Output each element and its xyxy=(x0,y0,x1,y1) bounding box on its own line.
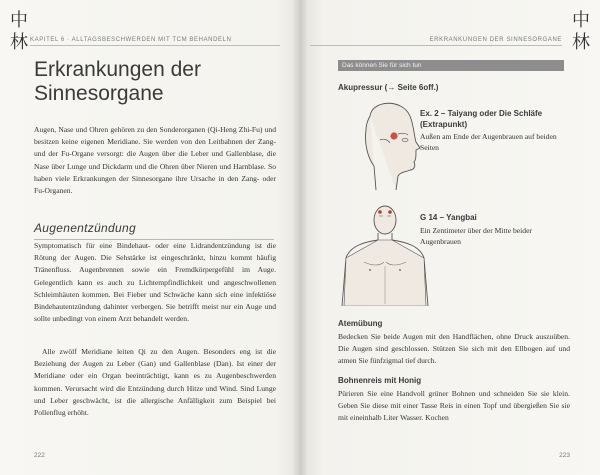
torso-front-illustration xyxy=(340,200,430,306)
breathing-text: Bedecken Sie beide Augen mit den Handflächen, ohne Druck auszuüben. Die Augen sind geschlossen. Stützen Sie sich mit den Ellbogen auf und atmen Sie fünfzigmal tief durch. xyxy=(338,332,570,366)
symptom-paragraph: Symptomatisch für eine Bindehaut- oder eine Lidrandentzündung ist die Rötung der Augen. Die Sehstärke ist eingeschränkt, hinzu kommt häufig Tränenfluss. Augenbrennen sowie ein Fremdkörpergefühl im Auge. Gelegentlich kann es auch zu Lichtempfindlichkeit und angeschwollenen Schleimhäuten kommen. Bei Fieber und Schwäche kann sich eine infektiöse Bindehautentzündung dahinter verbergen. Sie betrifft meist nur ein Auge und sollte unbedingt von einem Arzt behandelt werden. xyxy=(34,241,276,324)
acupoint-1-description: Außen am Ende der Augenbrauen auf beiden Seiten xyxy=(420,132,557,152)
running-head: KAPITEL 6 · ALLTAGSBESCHWERDEN MIT TCM BEHANDELN xyxy=(30,34,280,46)
yangbai-point-left-marker xyxy=(378,210,382,214)
taiyang-point-marker xyxy=(390,132,397,139)
running-head: ERKRANKUNGEN DER SINNESORGANE xyxy=(310,34,562,46)
page-number: 222 xyxy=(34,452,45,459)
section-title: Augenentzündung xyxy=(34,221,274,240)
yangbai-point-right-marker xyxy=(388,210,392,214)
acupoint-2-description: Ein Zentimeter über der Mitte beider Augenbrauen xyxy=(420,226,532,246)
meridian-paragraph: Alle zwölf Meridiane leiten Qi zu den Augen. Besonders eng ist die Beziehung der Augen zu Leber (Gan) und Gallenblase (Dan). Ist einer der Meridiane oder ein Organ beeinträchtigt, kann es zu Augenbeschwerden kommen. Verursacht wird die Entzündung durch Hitze und Wind. Sind Lunge und Leber geschwächt, ist die allergische Anfälligkeit zum Beispiel bei Pollenflug erhöht. xyxy=(34,347,276,418)
section-band: Das können Sie für sich tun xyxy=(338,60,564,71)
right-page xyxy=(300,0,600,475)
chapter-title: Erkrankungen der Sinnesorgane xyxy=(34,58,201,105)
recipe-heading: Bohnenreis mit Honig xyxy=(338,376,422,385)
recipe-text: Pürieren Sie eine Handvoll grüner Bohnen und schneiden Sie sie klein. Geben Sie diese mit einer Tasse Reis in einen Topf und übergießen Sie sie mit eineinhalb Liter Wasser. Kochen xyxy=(338,389,570,423)
chinese-logo-icon: 中林 xyxy=(572,10,590,53)
head-profile-illustration xyxy=(350,96,422,194)
acupoint-2-title: G 14 – Yangbai xyxy=(420,213,477,222)
page-number: 223 xyxy=(559,452,570,459)
chinese-logo-icon: 中林 xyxy=(10,10,28,53)
intro-paragraph: Augen, Nase und Ohren gehören zu den Sonderorganen (Qi-Heng Zhi-Fu) und besitzen keine eigenen Meridiane. Sie werden von den Leitbahnen der Zang- und der Fu-Organe versorgt: die Augen über die Leber und Gallenblase, die Nase über Lunge und Dickdarm und die Ohren über Nieren und Harnblase. So haben viele Erkrankungen der Sinnesorgane ihre Ursache in den Zang- oder Fu-Organen. xyxy=(34,125,276,196)
acupressure-heading: Akupressur (→ Seite 6off.) xyxy=(338,83,439,92)
breathing-heading: Atemübung xyxy=(338,319,383,328)
acupoint-1-title: Ex. 2 – Taiyang oder Die Schläfe (Extrapunkt) xyxy=(420,109,543,129)
